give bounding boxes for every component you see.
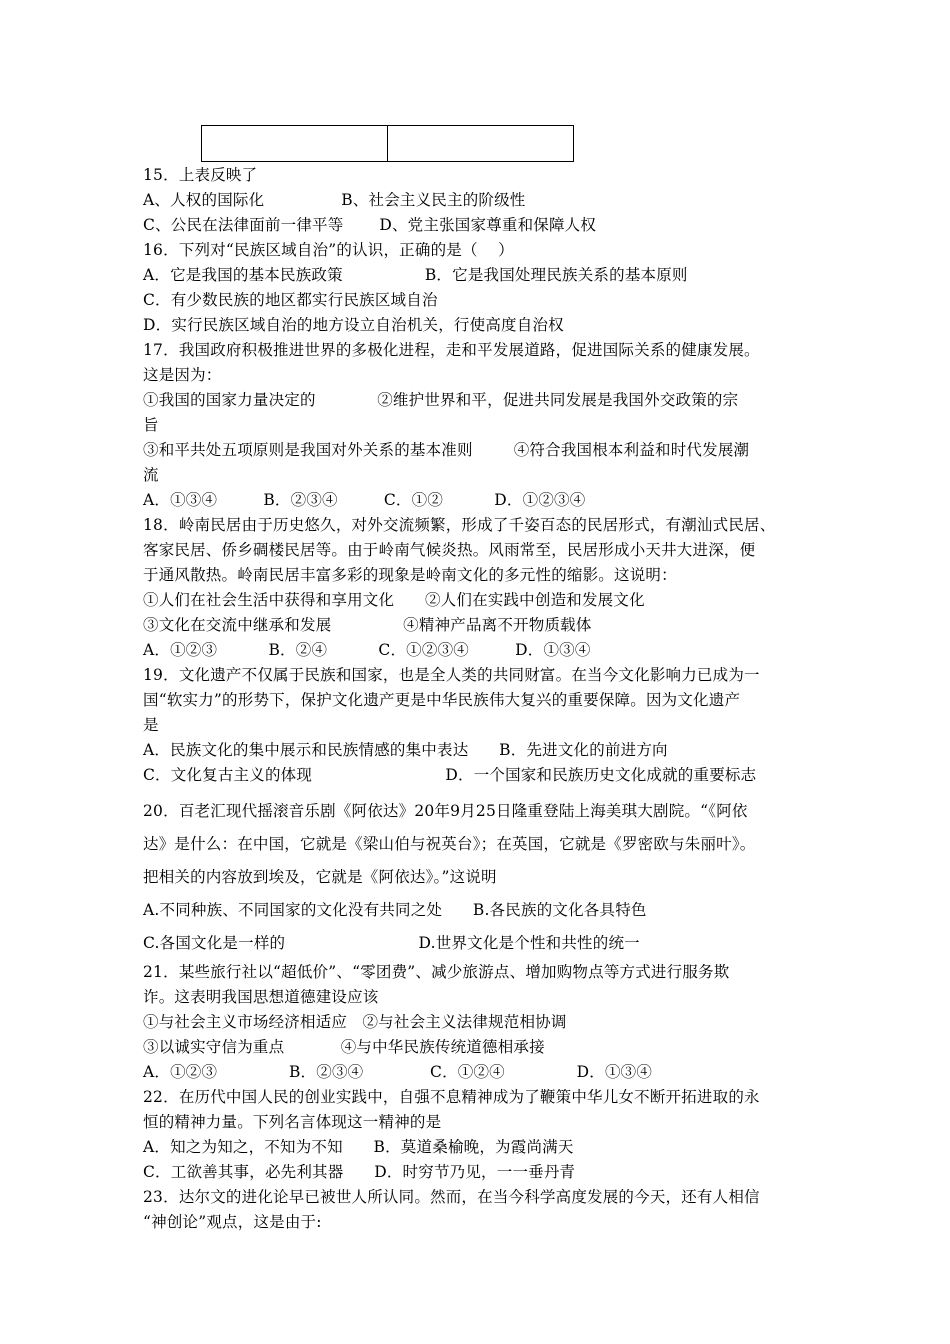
statement-line: ③和平共处五项原则是我国对外关系的基本准则 ④符合我国根本利益和时代发展潮 (143, 441, 750, 459)
question-23 (143, 1185, 813, 1235)
statement-line: 流 (143, 466, 159, 484)
question-stem: 22．在历代中国人民的创业实践中，自强不息精神成为了鞭策中华儿女不断开拓进取的永 (143, 1088, 760, 1106)
question-21 (143, 960, 813, 1085)
statement-line: ③以诚实守信为重点 ④与中华民族传统道德相承接 (143, 1038, 545, 1056)
question-stem: 23．达尔文的进化论早已被世人所认同。然而，在当今科学高度发展的今天，还有人相信 (143, 1188, 760, 1206)
question-stem: 是 (143, 716, 159, 734)
statement-line: ①人们在社会生活中获得和享用文化 ②人们在实践中创造和发展文化 (143, 591, 645, 609)
question-stem: 17．我国政府积极推进世界的多极化进程，走和平发展道路，促进国际关系的健康发展。 (143, 341, 760, 359)
statement-line: 旨 (143, 416, 159, 434)
option-line: A．它是我国的基本民族政策 B．它是我国处理民族关系的基本原则 (143, 266, 688, 284)
option-line: A．①②③ B．②③④ C．①②④ D．①③④ (143, 1063, 653, 1081)
question-stem: “神创论”观点，这是由于: (143, 1213, 322, 1231)
question-stem: 国“软实力”的形势下，保护文化遗产更是中华民族伟大复兴的重要保障。因为文化遗产 (143, 691, 741, 709)
statement-line: ①我国的国家力量决定的 ②维护世界和平，促进共同发展是我国外交政策的宗 (143, 391, 739, 409)
statement-line: ①与社会主义市场经济相适应 ②与社会主义法律规范相协调 (143, 1013, 567, 1031)
question-stem: 于通风散热。岭南民居丰富多彩的现象是岭南文化的多元性的缩影。这说明： (143, 566, 677, 584)
table-cell (387, 126, 573, 161)
question-stem: 19．文化遗产不仅属于民族和国家，也是全人类的共同财富。在当今文化影响力已成为一 (143, 666, 760, 684)
question-22 (143, 1085, 813, 1185)
option-line: A．①③④ B．②③④ C．①② D．①②③④ (143, 491, 586, 509)
option-line: C.各国文化是一样的 D.世界文化是个性和共性的统一 (143, 934, 640, 952)
question-stem: 16．下列对“民族区域自治”的认识，正确的是（ ） (143, 241, 514, 259)
question-stem: 15．上表反映了 (143, 166, 258, 184)
statement-line: ③文化在交流中继承和发展 ④精神产品离不开物质载体 (143, 616, 592, 634)
question-16 (143, 238, 813, 338)
question-stem: 恒的精神力量。下列名言体现这一精神的是 (143, 1113, 442, 1131)
question-list (143, 163, 813, 1235)
option-line: A．知之为知之，不知为不知 B．莫道桑榆晚，为霞尚满天 (143, 1138, 574, 1156)
question-18 (143, 513, 813, 663)
option-line: A.不同种族、不同国家的文化没有共同之处 B.各民族的文化各具特色 (143, 901, 647, 919)
question-stem: 诈。这表明我国思想道德建设应该 (143, 988, 379, 1006)
question-20 (143, 795, 813, 960)
option-line: C．有少数民族的地区都实行民族区域自治 (143, 291, 438, 309)
question-stem: 把相关的内容放到埃及，它就是《阿依达》。”这说明 (143, 868, 497, 886)
question-19 (143, 663, 813, 788)
question-17 (143, 338, 813, 513)
table-cell (202, 126, 387, 161)
question-stem: 18．岭南民居由于历史悠久，对外交流频繁，形成了千姿百态的民居形式，有潮汕式民居、 (143, 516, 776, 534)
option-line: A、人权的国际化 B、社会主义民主的阶级性 (143, 191, 526, 209)
option-line: D．实行民族区域自治的地方设立自治机关，行使高度自治权 (143, 316, 564, 334)
question-stem: 客家民居、侨乡碉楼民居等。由于岭南气候炎热。风雨常至，民居形成小天井大进深，便 (143, 541, 756, 559)
table-fragment (201, 125, 574, 162)
option-line: C、公民在法律面前一律平等 D、党主张国家尊重和保障人权 (143, 216, 597, 234)
question-stem: 20．百老汇现代摇滚音乐剧《阿依达》20年9月25日隆重登陆上海美琪大剧院。“《阿依 (143, 802, 748, 820)
question-15 (143, 163, 813, 238)
option-line: A．①②③ B．②④ C．①②③④ D．①③④ (143, 641, 591, 659)
option-line: C．文化复古主义的体现 D．一个国家和民族历史文化成就的重要标志 (143, 766, 757, 784)
question-stem: 这是因为： (143, 366, 222, 384)
question-stem: 达》是什么：在中国，它就是《梁山伯与祝英台》；在英国，它就是《罗密欧与朱丽叶》。 (143, 835, 756, 853)
option-line: A．民族文化的集中展示和民族情感的集中表达 B．先进文化的前进方向 (143, 741, 668, 759)
option-line: C．工欲善其事，必先利其器 D．时穷节乃见，一一垂丹青 (143, 1163, 576, 1181)
question-stem: 21．某些旅行社以“超低价”、“零团费”、减少旅游点、增加购物点等方式进行服务欺 (143, 963, 730, 981)
